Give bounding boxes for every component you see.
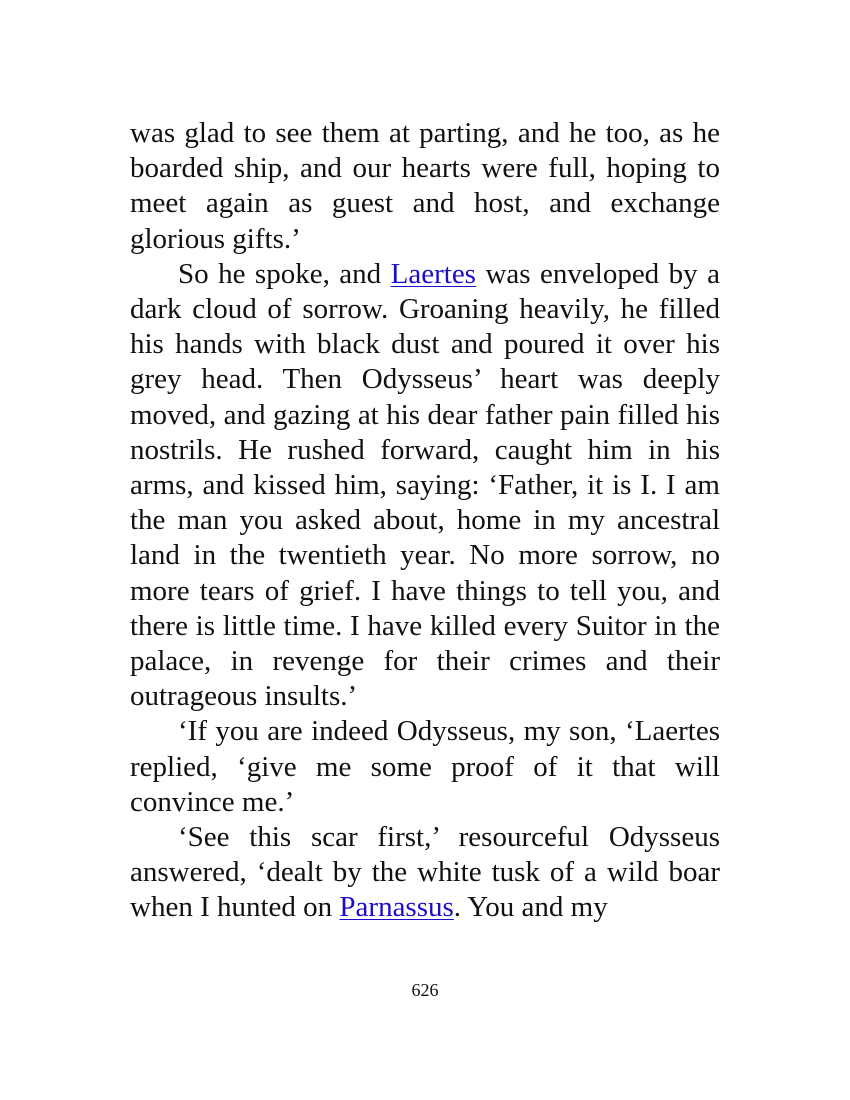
paragraph-4-text-start: ‘See this scar first,’ resourceful Odysseus answered, ‘dealt by the white tusk of a wild boar when I hunted on bbox=[130, 821, 720, 924]
paragraph-2-text-rest: was enveloped by a dark cloud of sorrow. Groaning heavily, he filled his hands with black dust and poured it over his grey head. Then Odysseus’ heart was deeply moved, and gazing at his dear father pain filled his nostrils. He rushed forward, caught him in his arms, and kissed him, saying: ‘Father, it is I. I am the man you asked about, home in my ancestral land in the twentieth year. No more sorrow, no more tears of grief. I have things to tell you, and there is little time. I have killed every Suitor in the palace, in revenge for their crimes and their outrageous insults.’ bbox=[130, 257, 720, 713]
paragraph-4-text-end: . You and my bbox=[453, 891, 608, 924]
paragraph-3 bbox=[130, 714, 720, 820]
paragraph-1 bbox=[130, 116, 720, 257]
page-number: 626 bbox=[411, 980, 439, 1000]
paragraph-2 bbox=[130, 257, 720, 715]
parnassus-link[interactable]: Parnassus bbox=[339, 891, 454, 924]
paragraph-4 bbox=[130, 820, 720, 926]
paragraph-3-text: ‘If you are indeed Odysseus, my son, ‘Laertes replied, ‘give me some proof of it that will convince me.’ bbox=[130, 715, 720, 818]
laertes-link[interactable]: Laertes bbox=[390, 257, 476, 290]
page-body bbox=[130, 116, 720, 926]
paragraph-1-text: was glad to see them at parting, and he too, as he boarded ship, and our hearts were full, hoping to meet again as guest and host, and exchange glorious gifts.’ bbox=[130, 117, 720, 255]
paragraph-2-text-start: So he spoke, and bbox=[178, 257, 391, 290]
